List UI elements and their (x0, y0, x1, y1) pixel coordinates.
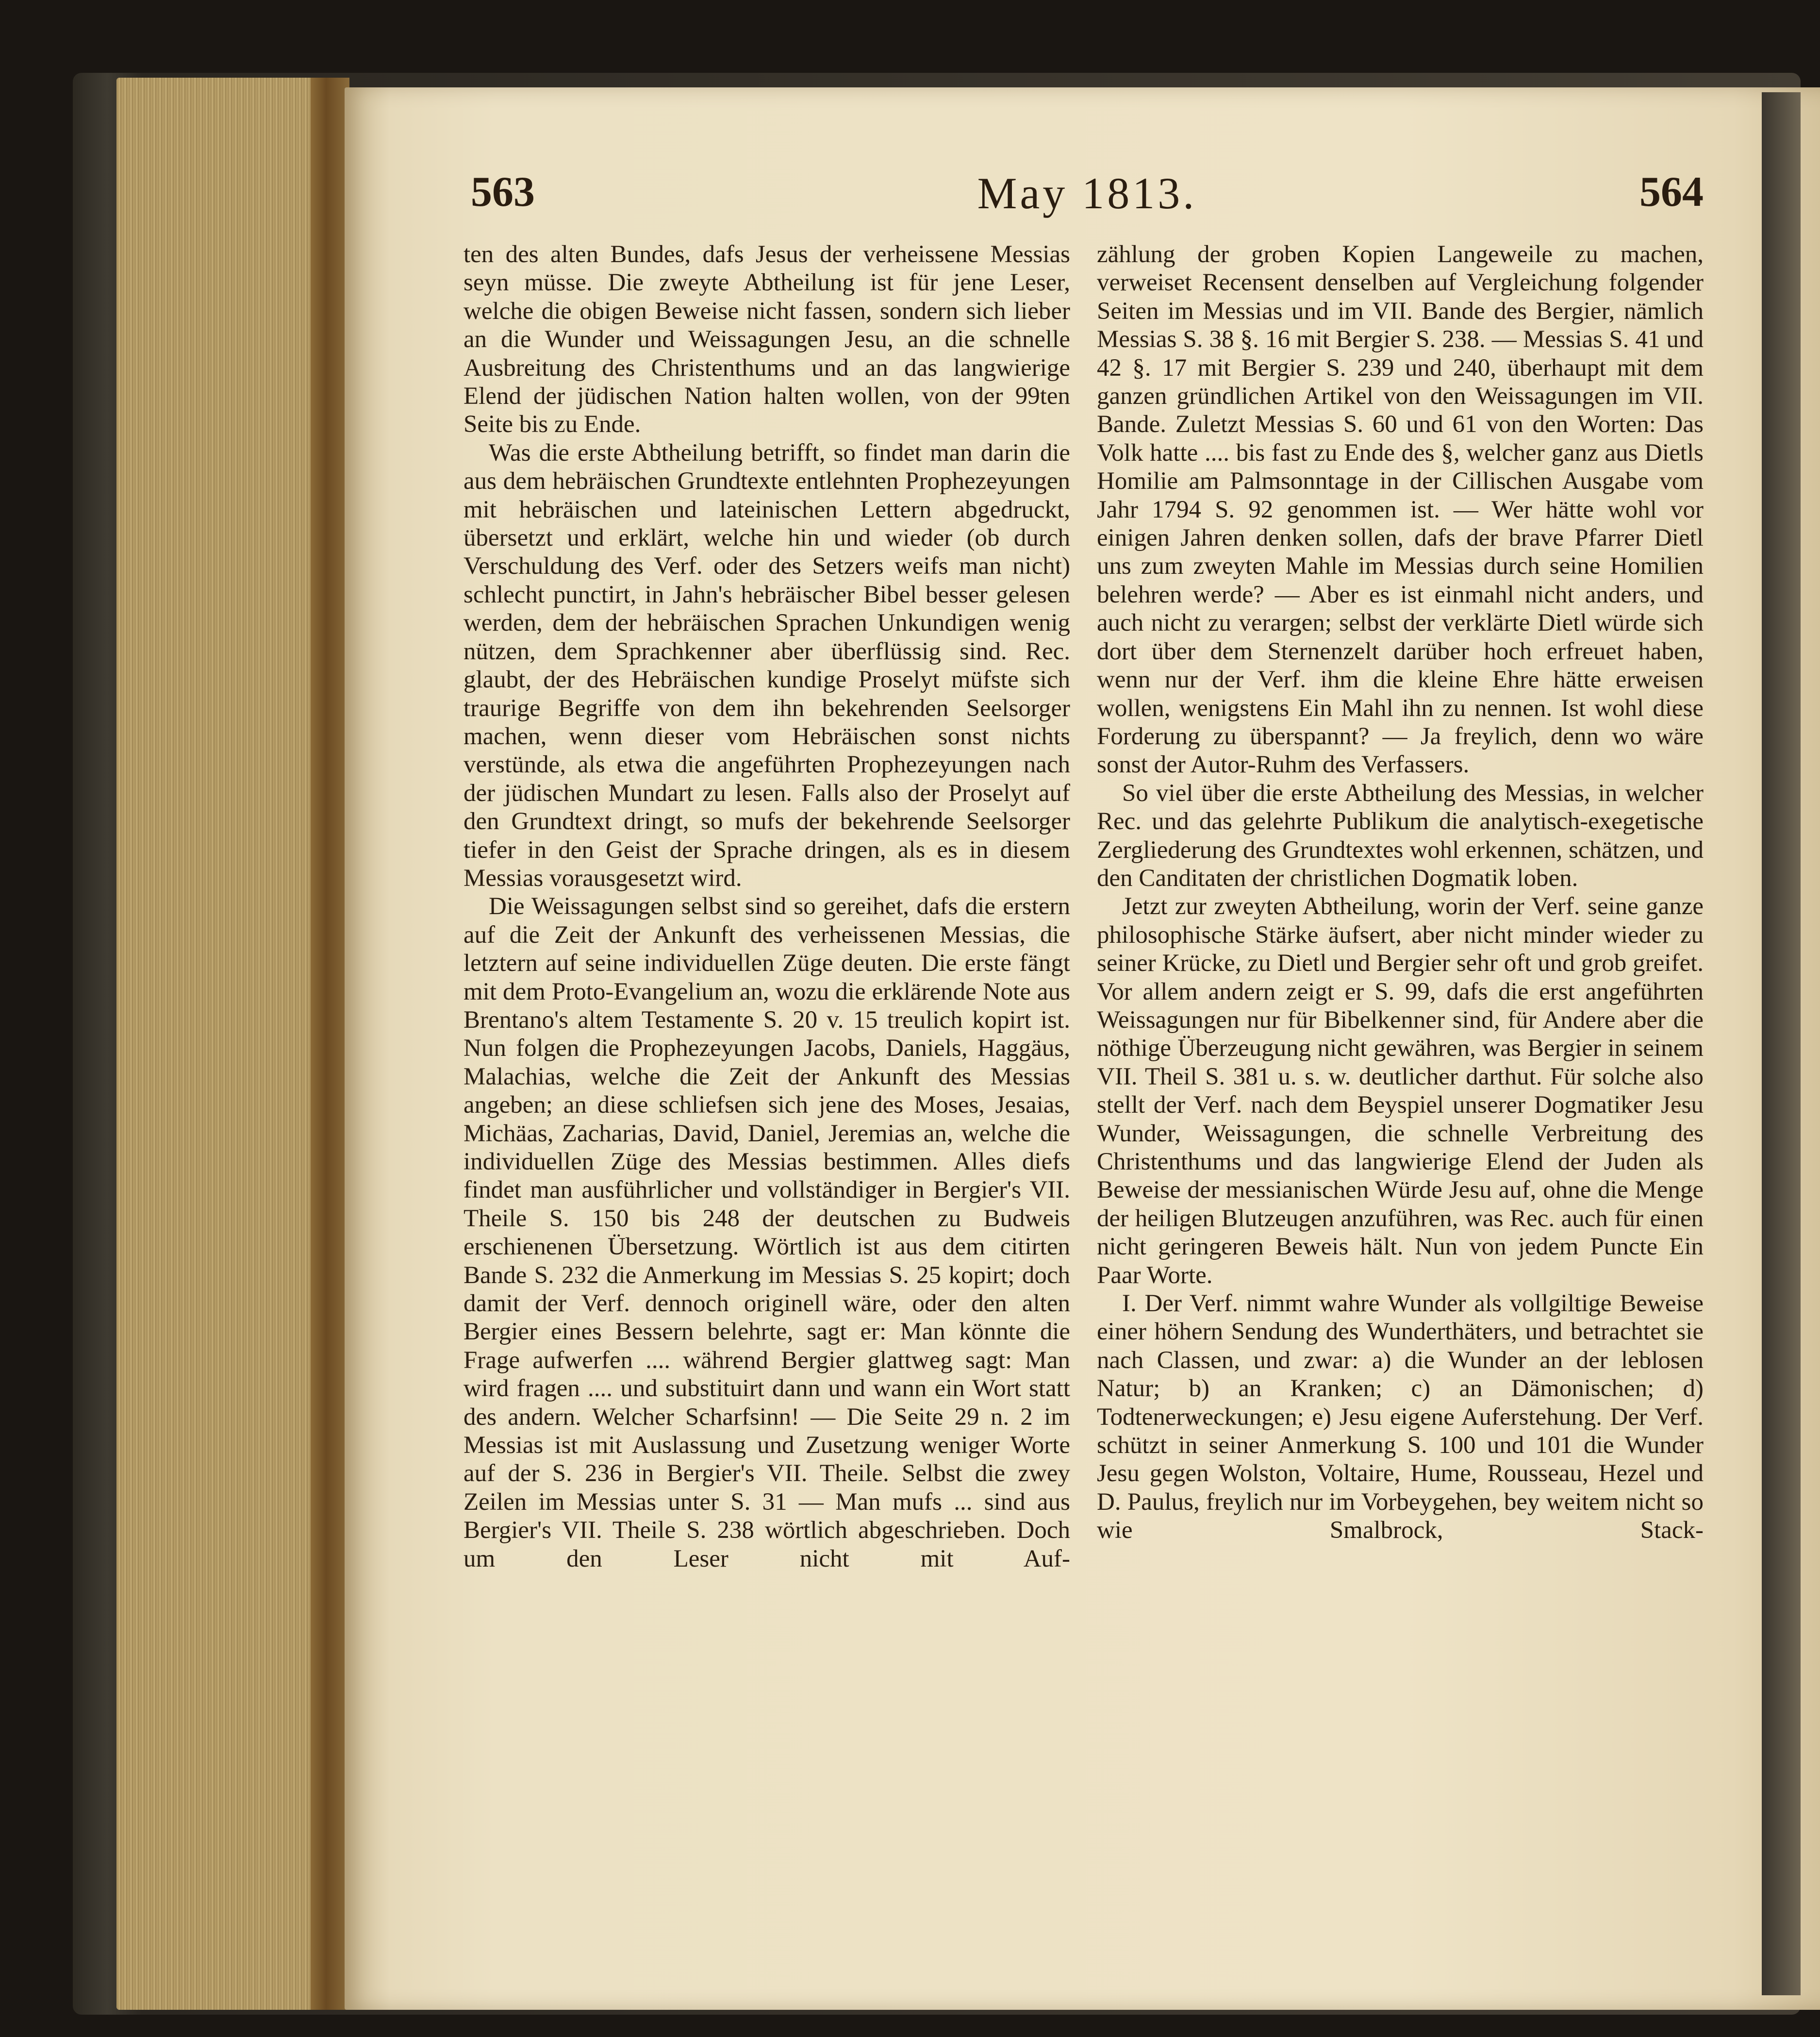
paragraph: I. Der Verf. nimmt wahre Wunder als vollgiltige Beweise einer höhern Sendung des Wunderthäters, und betrachtet sie nach Classen, und zwar: a) die Wunder an der leblosen Natur; b) an Kranken; c) an Dämonischen; d) Todtenerweckungen; e) Jesu eigene Auferstehung. Der Verf. schützt in seiner Anmerkung S. 100 und 101 die Wunder Jesu gegen Wolston, Voltaire, Hume, Rousseau, Hezel und D. Paulus, freylich nur im Vorbeygehen, bey weitem nicht so wie Smalbrock, Stack- (1097, 1290, 1704, 1544)
page-number-right: 564 (1639, 168, 1704, 216)
facing-page-edge (1762, 92, 1801, 1995)
header-month-year: May 1813. (977, 168, 1197, 218)
text-column-left (463, 240, 1070, 1573)
paragraph: So viel über die erste Abtheilung des Messias, in welcher Rec. und das gelehrte Publikum die analytisch-exegetische Zergliederung des Grundtextes wohl erkennen, schätzen, und den Canditaten der christlichen Dogmatik loben. (1097, 779, 1704, 892)
paragraph: zählung der groben Kopien Langeweile zu machen, verweiset Recensent denselben auf Vergleichung folgender Seiten im Messias und im VII. Bande des Bergier, nämlich Messias S. 38 §. 16 mit Bergier S. 238. — Messias S. 41 und 42 §. 17 mit Bergier S. 239 und 240, überhaupt mit dem ganzen gründlichen Artikel von den Weissagungen im VII. Bande. Zuletzt Messias S. 60 und 61 von den Worten: Das Volk hatte .... bis fast zu Ende des §, welcher ganz aus Dietls Homilie am Palmsonntage in der Cillischen Ausgabe vom Jahr 1794 S. 92 genommen ist. — Wer hätte wohl vor einigen Jahren denken sollen, dafs der brave Pfarrer Dietl uns zum zweyten Mahle im Messias durch seine Homilien belehren werde? — Aber es ist einmahl nicht anders, und auch nicht zu verargen; selbst der verklärte Dietl würde sich dort über dem Sternenzelt darüber hoch erfreuet haben, wenn nur der Verf. ihm die kleine Ehre hätte erweisen wollen, wenigstens Ein Mahl ihn zu nennen. Ist wohl diese Forderung zu überspannt? — Ja freylich, denn wo wäre sonst der Autor-Ruhm des Verfassers. (1097, 241, 1704, 779)
page-edges (116, 78, 320, 2010)
paragraph: Die Weissagungen selbst sind so gereihet, dafs die erstern auf die Zeit der Ankunft des verheissenen Messias, die letztern auf seine individuellen Züge deuten. Die erste fängt mit dem Proto-Evangelium an, wozu die erklärende Note aus Brentano's altem Testamente S. 20 v. 15 treulich kopirt ist. Nun folgen die Prophezeyungen Jacobs, Daniels, Haggäus, Malachias, welche die Zeit der Ankunft des Messias angeben; an diese schliefsen sich jene des Moses, Jesaias, Michäas, Zacharias, David, Daniel, Jeremias an, welche die individuellen Züge des Messias bestimmen. Alles diefs findet man ausführlicher und vollständiger in Bergier's VII. Theile S. 150 bis 248 der deutschen zu Budweis erschienenen Übersetzung. Wörtlich ist aus dem citirten Bande S. 232 die Anmerkung im Messias S. 25 kopirt; doch damit der Verf. dennoch originell wäre, oder den alten Bergier eines Bessern belehrte, sagt er: Man könnte die Frage aufwerfen .... während Bergier glattweg sagt: Man wird fragen .... und substituirt dann und wann ein Wort statt des andern. Welcher Scharfsinn! — Die Seite 29 n. 2 im Messias ist mit Auslassung und Zusetzung weniger Worte auf der S. 236 in Bergier's VII. Theile. Selbst die zwey Zeilen im Messias unter S. 31 — Man mufs ... sind aus Bergier's VII. Theile S. 238 wörtlich abgeschrieben. Doch um den Leser nicht mit Auf- (463, 893, 1070, 1572)
page-number-left: 563 (471, 168, 535, 216)
paragraph: Was die erste Abtheilung betrifft, so findet man darin die aus dem hebräischen Grundtexte entlehnten Prophezeyungen mit hebräischen und lateinischen Lettern abgedruckt, übersetzt und erklärt, welche hin und wieder (ob durch Verschuldung des Verf. oder des Setzers weifs man nicht) schlecht punctirt, in Jahn's hebräischer Bibel besser gelesen werden, dem der hebräischen Sprachen Unkundigen wenig nützen, dem Sprachkenner aber überflüssig sind. Rec. glaubt, der des Hebräischen kundige Proselyt müfste sich traurige Begriffe von dem ihn bekehrenden Seelsorger machen, wenn dieser vom Hebräischen sonst nichts verstünde, als etwa die angeführten Prophezeyungen nach der jüdischen Mundart zu lesen. Falls also der Proselyt auf den Grundtext dringt, so mufs der bekehrende Seelsorger tiefer in den Geist der Sprache dringen, als es in diesem Messias vorausgesetzt wird. (463, 439, 1070, 892)
paragraph: Jetzt zur zweyten Abtheilung, worin der Verf. seine ganze philosophische Stärke äufsert, aber nicht minder wieder zu seiner Krücke, zu Dietl und Bergier sehr oft und grob greifet. Vor allem andern zeigt er S. 99, dafs die erst angeführten Weissagungen nur für Bibelkenner sind, für Andere aber die nöthige Überzeugung nicht gewähren, was Bergier in seinem VII. Theil S. 381 u. s. w. deutlicher darthut. Für solche also stellt der Verf. nach dem Beyspiel unserer Dogmatiker Jesu Wunder, Weissagungen, die schnelle Verbreitung des Christenthums und das langwierige Elend der Juden als Beweise der messianischen Würde Jesu auf, ohne die Menge der heiligen Blutzeugen anzuführen, was Rec. auch für einen nicht geringeren Beweis hält. Nun von jedem Puncte Ein Paar Worte. (1097, 893, 1704, 1289)
paragraph: ten des alten Bundes, dafs Jesus der verheissene Messias seyn müsse. Die zweyte Abtheilung ist für jene Leser, welche die obigen Beweise nicht fassen, sondern sich lieber an die Wunder und Weissagungen Jesu, an die schnelle Ausbreitung des Christenthums und an das langwierige Elend der jüdischen Nation halten wollen, von der 99ten Seite bis zu Ende. (463, 241, 1070, 438)
text-column-right (1097, 240, 1704, 1545)
running-header (471, 167, 1704, 240)
